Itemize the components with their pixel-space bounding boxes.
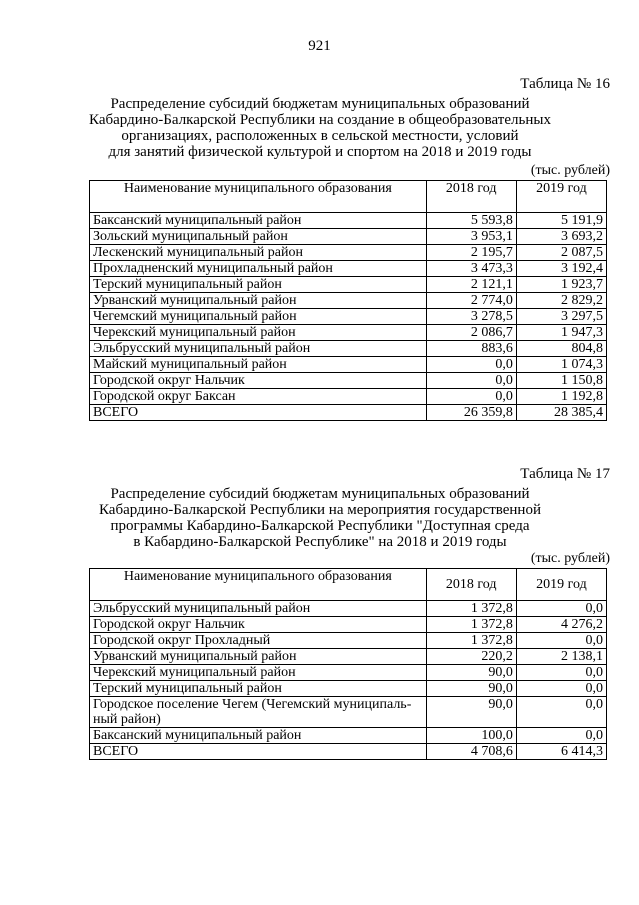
value-2019-cell: 1 923,7: [516, 277, 606, 293]
value-2018-cell: 90,0: [426, 665, 516, 681]
table17-title-line: Распределение субсидий бюджетам муниципальных образований: [110, 486, 530, 502]
value-2019-cell: 1 074,3: [516, 357, 606, 373]
table17-title-line: Кабардино-Балкарской Республики на мероприятия государственной: [99, 502, 541, 518]
table-row: [90, 309, 607, 325]
municipality-cell: ВСЕГО: [90, 405, 427, 421]
value-2019-cell: 2 829,2: [516, 293, 606, 309]
municipality-cell: Городское поселение Чегем (Чегемский муниципаль-ный район): [90, 697, 427, 728]
table17-unit: (тыс. рублей): [530, 551, 610, 566]
value-2019-cell: 3 192,4: [516, 261, 606, 277]
municipality-cell: Городской округ Прохладный: [90, 633, 427, 649]
table17: [89, 568, 607, 760]
value-2019-cell: 0,0: [516, 633, 606, 649]
value-2019-cell: 5 191,9: [516, 213, 606, 229]
table16-label: Таблица № 16: [520, 76, 610, 92]
value-2019-cell: 2 138,1: [516, 649, 606, 665]
table-row: [90, 229, 607, 245]
table-row: [90, 277, 607, 293]
table-row: [90, 617, 607, 633]
municipality-cell: Эльбрусский муниципальный район: [90, 341, 427, 357]
value-2018-cell: 90,0: [426, 697, 516, 728]
value-2018-cell: 0,0: [426, 389, 516, 405]
value-2018-cell: 26 359,8: [426, 405, 516, 421]
table-row: [90, 681, 607, 697]
value-2019-cell: 1 192,8: [516, 389, 606, 405]
header-name-column: Наименование муниципального образования: [90, 569, 427, 601]
municipality-cell: Лескенский муниципальный район: [90, 245, 427, 261]
table-row: [90, 261, 607, 277]
value-2018-cell: 4 708,6: [426, 744, 516, 760]
value-2019-cell: 28 385,4: [516, 405, 606, 421]
value-2019-cell: 804,8: [516, 341, 606, 357]
municipality-cell: Баксанский муниципальный район: [90, 213, 427, 229]
table-row: [90, 697, 607, 728]
value-2018-cell: 5 593,8: [426, 213, 516, 229]
value-2019-cell: 0,0: [516, 665, 606, 681]
municipality-cell: Майский муниципальный район: [90, 357, 427, 373]
value-2019-cell: 0,0: [516, 681, 606, 697]
table16-title-line: Распределение субсидий бюджетам муниципальных образований: [110, 96, 530, 112]
table16-unit: (тыс. рублей): [530, 163, 610, 178]
table-row: [90, 293, 607, 309]
table-row: [90, 633, 607, 649]
table-row: [90, 744, 607, 760]
municipality-cell: Городской округ Нальчик: [90, 617, 427, 633]
table-row: [90, 325, 607, 341]
municipality-cell: Зольский муниципальный район: [90, 229, 427, 245]
table16-title-line: Кабардино-Балкарской Республики на создание в общеобразовательных: [89, 112, 551, 128]
table-row: [90, 357, 607, 373]
value-2018-cell: 90,0: [426, 681, 516, 697]
value-2018-cell: 3 473,3: [426, 261, 516, 277]
table-row: [90, 213, 607, 229]
municipality-cell: Баксанский муниципальный район: [90, 728, 427, 744]
municipality-cell: ВСЕГО: [90, 744, 427, 760]
value-2018-cell: 883,6: [426, 341, 516, 357]
table17-title: [60, 486, 580, 550]
value-2019-cell: 0,0: [516, 601, 606, 617]
header-2018-column: 2018 год: [426, 181, 516, 213]
municipality-cell: Урванский муниципальный район: [90, 649, 427, 665]
value-2019-cell: 1 947,3: [516, 325, 606, 341]
table17-title-line: программы Кабардино-Балкарской Республики "Доступная среда: [110, 518, 530, 534]
value-2018-cell: 2 121,1: [426, 277, 516, 293]
header-2019-column: 2019 год: [516, 569, 606, 601]
municipality-cell: Терский муниципальный район: [90, 277, 427, 293]
value-2019-cell: 0,0: [516, 728, 606, 744]
page-number: 921: [308, 38, 331, 54]
value-2018-cell: 1 372,8: [426, 617, 516, 633]
municipality-cell: Урванский муниципальный район: [90, 293, 427, 309]
table-row: [90, 665, 607, 681]
table17-label: Таблица № 17: [520, 466, 610, 482]
table-row: [90, 601, 607, 617]
value-2019-cell: 2 087,5: [516, 245, 606, 261]
value-2018-cell: 100,0: [426, 728, 516, 744]
table-row: [90, 341, 607, 357]
value-2018-cell: 2 195,7: [426, 245, 516, 261]
table-row: [90, 373, 607, 389]
value-2019-cell: 3 297,5: [516, 309, 606, 325]
table16-title-line: для занятий физической культурой и спортом на 2018 и 2019 годы: [108, 144, 532, 160]
value-2018-cell: 1 372,8: [426, 601, 516, 617]
table17-title-line: в Кабардино-Балкарской Республике" на 2018 и 2019 годы: [133, 534, 507, 550]
table16-title-line: организациях, расположенных в сельской местности, условий: [121, 128, 519, 144]
value-2018-cell: 220,2: [426, 649, 516, 665]
municipality-cell: Черекский муниципальный район: [90, 665, 427, 681]
table16-header-row: [90, 181, 607, 213]
municipality-cell: Городской округ Нальчик: [90, 373, 427, 389]
table-row: [90, 245, 607, 261]
table-row: [90, 405, 607, 421]
municipality-cell: Прохладненский муниципальный район: [90, 261, 427, 277]
table17-header-row: [90, 569, 607, 601]
municipality-cell: Эльбрусский муниципальный район: [90, 601, 427, 617]
value-2019-cell: 1 150,8: [516, 373, 606, 389]
value-2019-cell: 6 414,3: [516, 744, 606, 760]
header-name-column: Наименование муниципального образования: [90, 181, 427, 213]
municipality-cell: Чегемский муниципальный район: [90, 309, 427, 325]
table-row: [90, 649, 607, 665]
value-2018-cell: 3 953,1: [426, 229, 516, 245]
value-2018-cell: 2 774,0: [426, 293, 516, 309]
table-row: [90, 728, 607, 744]
table16-title: [60, 96, 580, 160]
value-2018-cell: 1 372,8: [426, 633, 516, 649]
value-2018-cell: 3 278,5: [426, 309, 516, 325]
municipality-cell: Черекский муниципальный район: [90, 325, 427, 341]
municipality-cell: Терский муниципальный район: [90, 681, 427, 697]
header-2019-column: 2019 год: [516, 181, 606, 213]
table-row: [90, 389, 607, 405]
value-2019-cell: 3 693,2: [516, 229, 606, 245]
municipality-cell: Городской округ Баксан: [90, 389, 427, 405]
value-2019-cell: 0,0: [516, 697, 606, 728]
table16: [89, 180, 607, 421]
value-2018-cell: 0,0: [426, 373, 516, 389]
value-2018-cell: 0,0: [426, 357, 516, 373]
value-2019-cell: 4 276,2: [516, 617, 606, 633]
value-2018-cell: 2 086,7: [426, 325, 516, 341]
header-2018-column: 2018 год: [426, 569, 516, 601]
